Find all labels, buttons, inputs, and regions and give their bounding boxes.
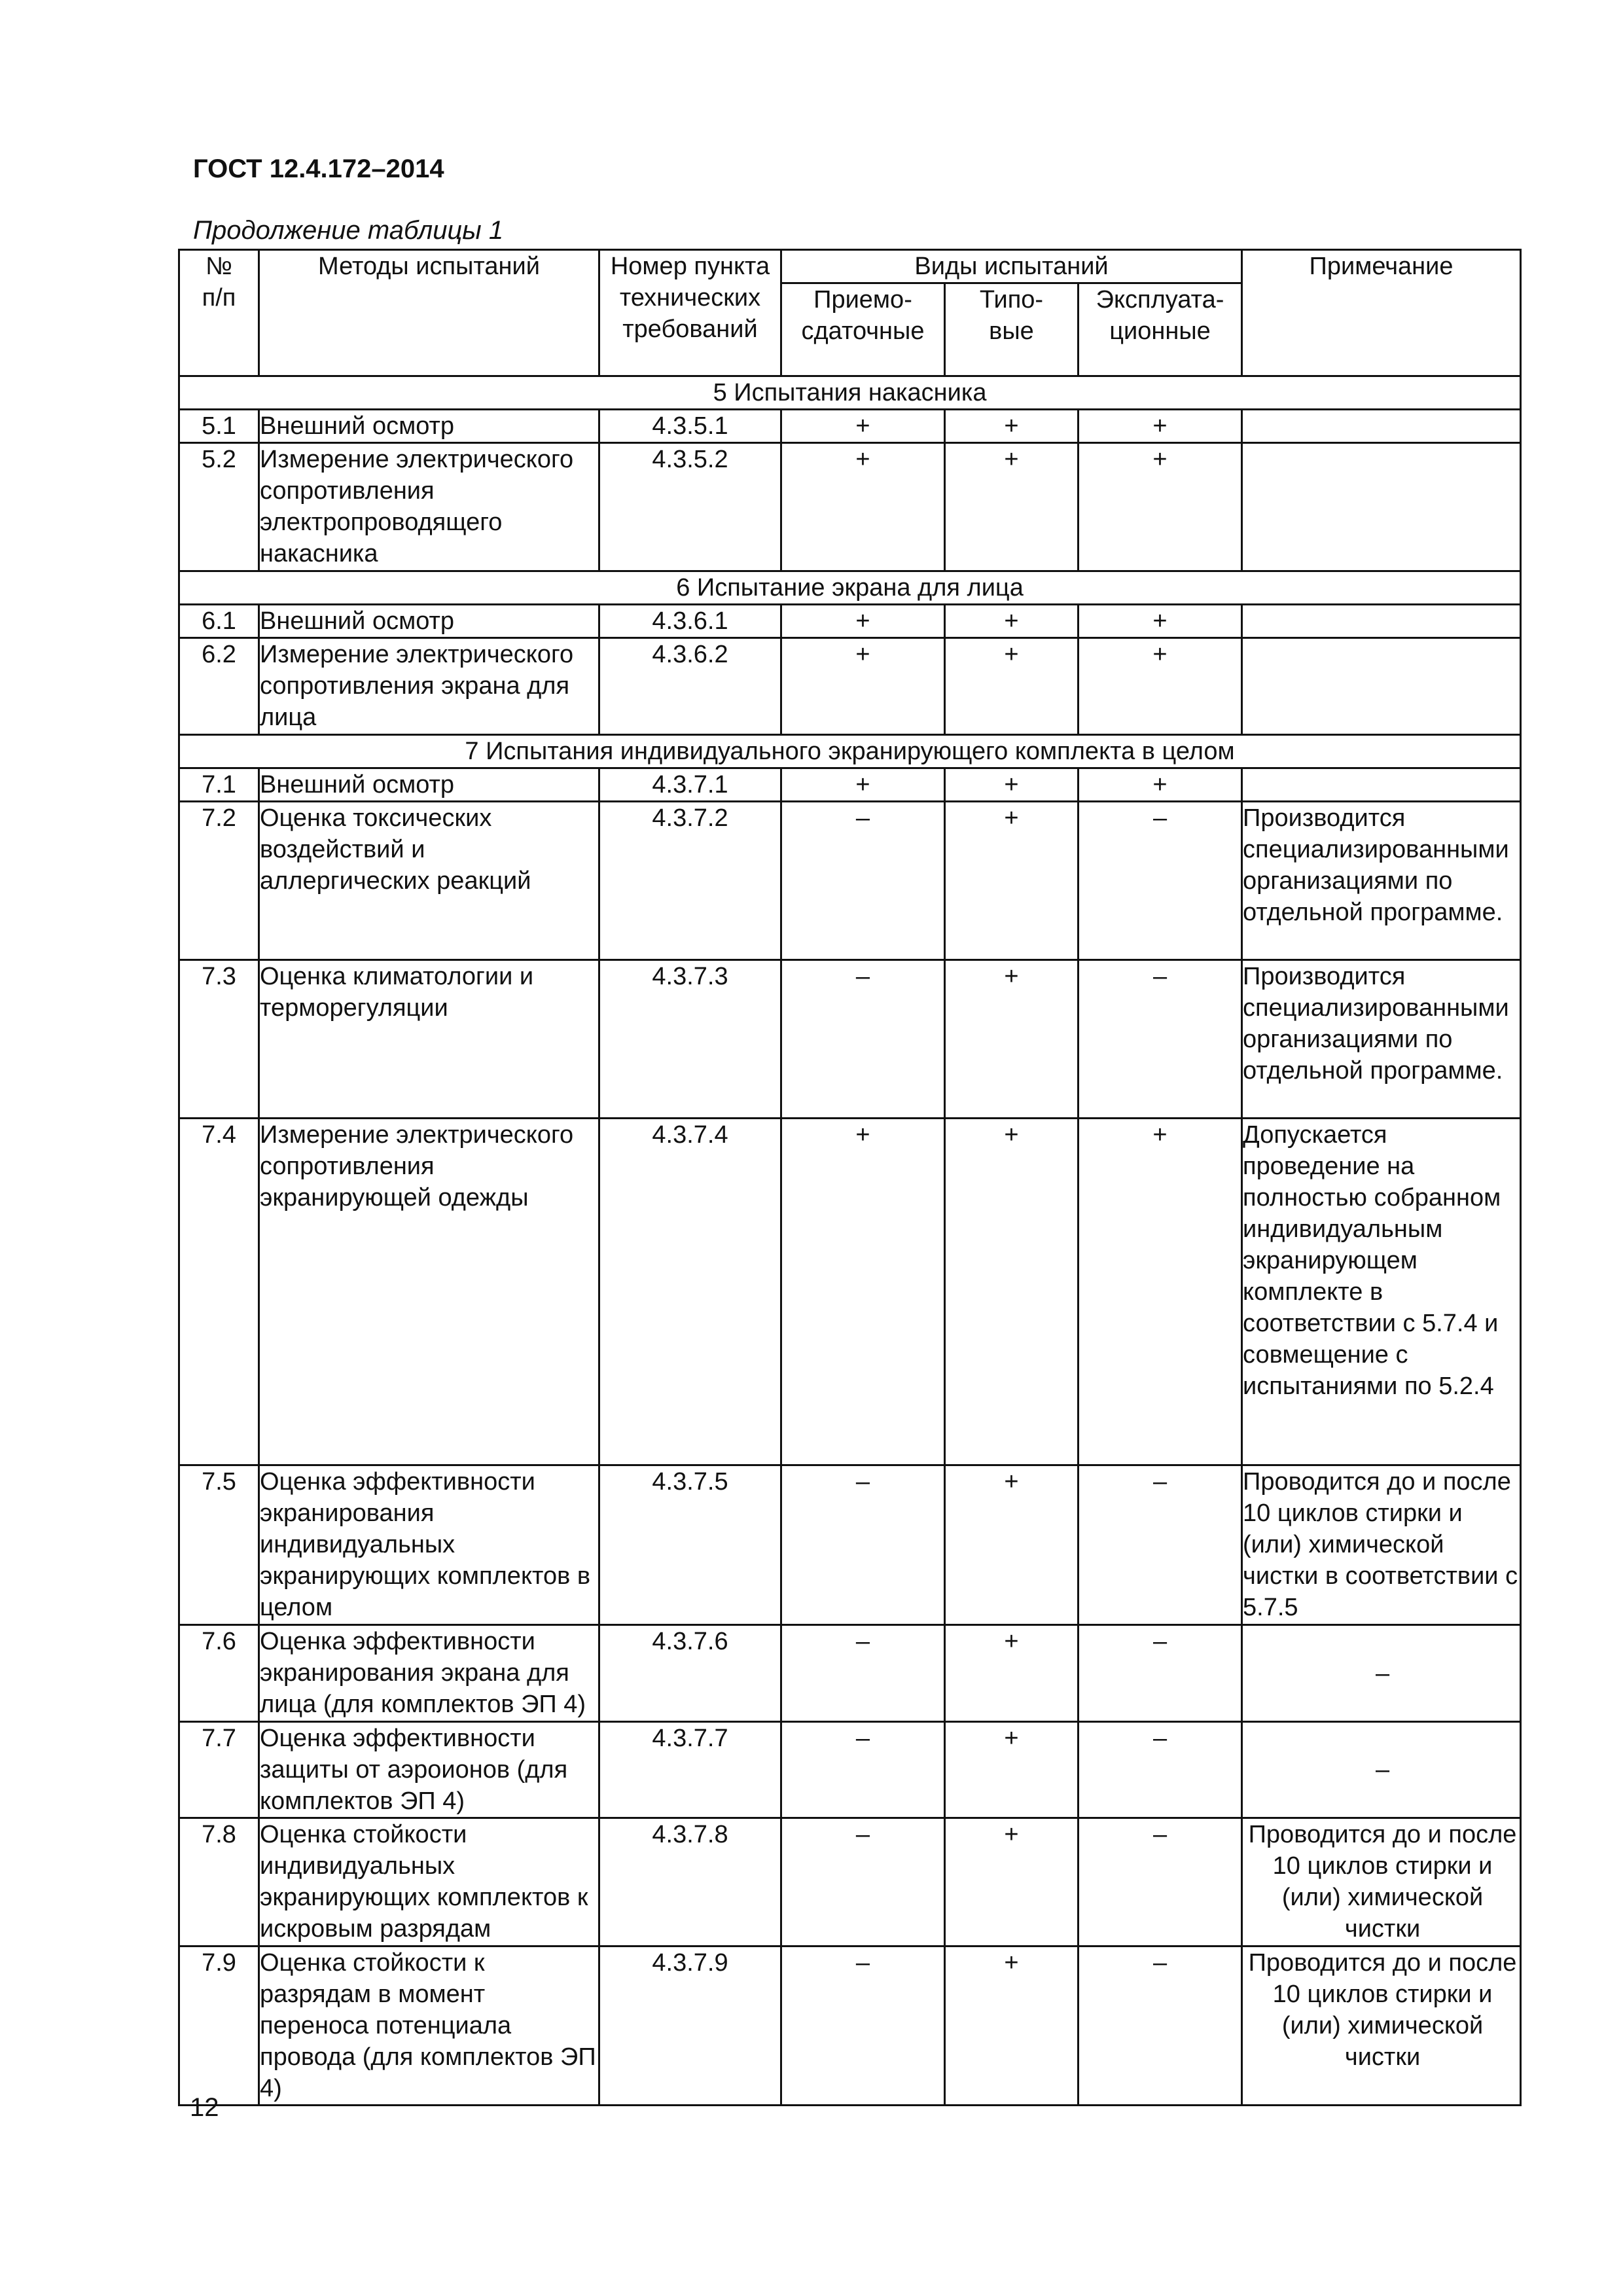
- row-note: Допускается проведение на полностью собранном индивидуальным экранирующем комплекте в соответствии с 5.7.4 и совмещение с испытаниями по 5.2.4: [1242, 1119, 1521, 1465]
- table-row: [179, 1818, 1521, 1946]
- header-operational: Эксплуата-ционные: [1079, 283, 1242, 376]
- row-clause: 4.3.7.5: [599, 1465, 781, 1625]
- table-row: [179, 1625, 1521, 1722]
- row-num: 5.2: [179, 443, 259, 571]
- row-method: Оценка эффективности экранирования индивидуальных экранирующих комплектов в целом: [259, 1465, 599, 1625]
- section-title: 6 Испытание экрана для лица: [179, 571, 1521, 605]
- header-method: Методы испытаний: [259, 250, 599, 376]
- row-acceptance: +: [781, 443, 945, 571]
- row-acceptance: –: [781, 802, 945, 960]
- table-row: [179, 1465, 1521, 1625]
- row-operational: –: [1079, 960, 1242, 1119]
- row-acceptance: +: [781, 1119, 945, 1465]
- row-num: 7.3: [179, 960, 259, 1119]
- row-note: [1242, 410, 1521, 443]
- row-operational: +: [1079, 410, 1242, 443]
- table-row: [179, 1722, 1521, 1818]
- row-clause: 4.3.7.6: [599, 1625, 781, 1722]
- row-type: +: [945, 443, 1079, 571]
- row-clause: 4.3.7.7: [599, 1722, 781, 1818]
- header-acceptance: Приемо-сдаточные: [781, 283, 945, 376]
- table-row: [179, 768, 1521, 802]
- table-row: [179, 1946, 1521, 2106]
- row-num: 6.1: [179, 605, 259, 638]
- table-row: [179, 960, 1521, 1119]
- row-type: +: [945, 1722, 1079, 1818]
- document-title: ГОСТ 12.4.172–2014: [193, 154, 444, 183]
- row-clause: 4.3.7.9: [599, 1946, 781, 2106]
- row-num: 5.1: [179, 410, 259, 443]
- row-type: +: [945, 960, 1079, 1119]
- row-acceptance: –: [781, 1946, 945, 2106]
- row-method: Внешний осмотр: [259, 605, 599, 638]
- row-num: 7.9: [179, 1946, 259, 2106]
- header-type: Типо-вые: [945, 283, 1079, 376]
- row-acceptance: –: [781, 1722, 945, 1818]
- row-acceptance: +: [781, 638, 945, 735]
- row-clause: 4.3.7.3: [599, 960, 781, 1119]
- row-num: 7.1: [179, 768, 259, 802]
- row-operational: +: [1079, 605, 1242, 638]
- row-type: +: [945, 1465, 1079, 1625]
- row-method: Оценка эффективности экранирования экрана для лица (для комплектов ЭП 4): [259, 1625, 599, 1722]
- row-note: Проводится до и после 10 циклов стирки и (или) химической чистки: [1242, 1818, 1521, 1946]
- row-note: [1242, 443, 1521, 571]
- row-method: Внешний осмотр: [259, 768, 599, 802]
- header-test-types: Виды испытаний: [781, 250, 1242, 283]
- row-type: +: [945, 1119, 1079, 1465]
- row-operational: –: [1079, 1465, 1242, 1625]
- table-continuation-caption: Продолжение таблицы 1: [193, 216, 504, 245]
- row-num: 7.5: [179, 1465, 259, 1625]
- row-note: [1242, 605, 1521, 638]
- row-type: +: [945, 410, 1079, 443]
- row-operational: –: [1079, 1625, 1242, 1722]
- row-method: Оценка стойкости к разрядам в момент переноса потенциала провода (для комплектов ЭП 4): [259, 1946, 599, 2106]
- row-clause: 4.3.7.4: [599, 1119, 781, 1465]
- row-acceptance: –: [781, 1625, 945, 1722]
- row-clause: 4.3.5.1: [599, 410, 781, 443]
- row-operational: –: [1079, 1946, 1242, 2106]
- row-note: –: [1242, 1722, 1521, 1818]
- row-note: Проводится до и после 10 циклов стирки и (или) химической чистки в соответствии с 5.7.5: [1242, 1465, 1521, 1625]
- row-operational: +: [1079, 768, 1242, 802]
- row-operational: –: [1079, 802, 1242, 960]
- row-note: [1242, 768, 1521, 802]
- row-clause: 4.3.6.2: [599, 638, 781, 735]
- row-clause: 4.3.7.8: [599, 1818, 781, 1946]
- row-note: Проводится до и после 10 циклов стирки и (или) химической чистки: [1242, 1946, 1521, 2106]
- row-acceptance: +: [781, 605, 945, 638]
- row-note: [1242, 638, 1521, 735]
- row-type: +: [945, 1946, 1079, 2106]
- row-method: Оценка климатологии и терморегуляции: [259, 960, 599, 1119]
- row-num: 7.4: [179, 1119, 259, 1465]
- row-num: 7.7: [179, 1722, 259, 1818]
- row-note: –: [1242, 1625, 1521, 1722]
- row-note: Производится специализированными организациями по отдельной программе.: [1242, 960, 1521, 1119]
- row-method: Оценка токсических воздействий и аллергических реакций: [259, 802, 599, 960]
- row-note: Производится специализированными организациями по отдельной программе.: [1242, 802, 1521, 960]
- row-type: +: [945, 802, 1079, 960]
- row-clause: 4.3.7.2: [599, 802, 781, 960]
- row-method: Оценка стойкости индивидуальных экранирующих комплектов к искровым разрядам: [259, 1818, 599, 1946]
- row-method: Измерение электрического сопротивления экрана для лица: [259, 638, 599, 735]
- row-num: 7.8: [179, 1818, 259, 1946]
- row-method: Измерение электрического сопротивления экранирующей одежды: [259, 1119, 599, 1465]
- row-type: +: [945, 605, 1079, 638]
- table-row: [179, 1119, 1521, 1465]
- row-num: 7.6: [179, 1625, 259, 1722]
- row-type: +: [945, 638, 1079, 735]
- row-type: +: [945, 1625, 1079, 1722]
- row-operational: +: [1079, 638, 1242, 735]
- header-clause: Номер пункта технических требований: [599, 250, 781, 376]
- header-note: Примечание: [1242, 250, 1521, 376]
- row-operational: +: [1079, 1119, 1242, 1465]
- row-clause: 4.3.5.2: [599, 443, 781, 571]
- row-acceptance: +: [781, 410, 945, 443]
- table-row: [179, 605, 1521, 638]
- page-number: 12: [190, 2093, 219, 2122]
- row-num: 6.2: [179, 638, 259, 735]
- row-method: Внешний осмотр: [259, 410, 599, 443]
- row-acceptance: –: [781, 1818, 945, 1946]
- table-row: [179, 802, 1521, 960]
- table-row: [179, 443, 1521, 571]
- row-operational: –: [1079, 1818, 1242, 1946]
- row-clause: 4.3.6.1: [599, 605, 781, 638]
- row-num: 7.2: [179, 802, 259, 960]
- row-acceptance: +: [781, 768, 945, 802]
- row-operational: –: [1079, 1722, 1242, 1818]
- row-clause: 4.3.7.1: [599, 768, 781, 802]
- header-num: № п/п: [179, 250, 259, 376]
- table-row: [179, 410, 1521, 443]
- row-acceptance: –: [781, 1465, 945, 1625]
- row-method: Оценка эффективности защиты от аэроионов (для комплектов ЭП 4): [259, 1722, 599, 1818]
- section-title: 7 Испытания индивидуального экранирующего комплекта в целом: [179, 735, 1521, 768]
- row-type: +: [945, 1818, 1079, 1946]
- row-method: Измерение электрического сопротивления электропроводящего накасника: [259, 443, 599, 571]
- table-row: [179, 638, 1521, 735]
- row-type: +: [945, 768, 1079, 802]
- row-acceptance: –: [781, 960, 945, 1119]
- row-operational: +: [1079, 443, 1242, 571]
- test-methods-table: [178, 249, 1522, 2106]
- section-title: 5 Испытания накасника: [179, 376, 1521, 410]
